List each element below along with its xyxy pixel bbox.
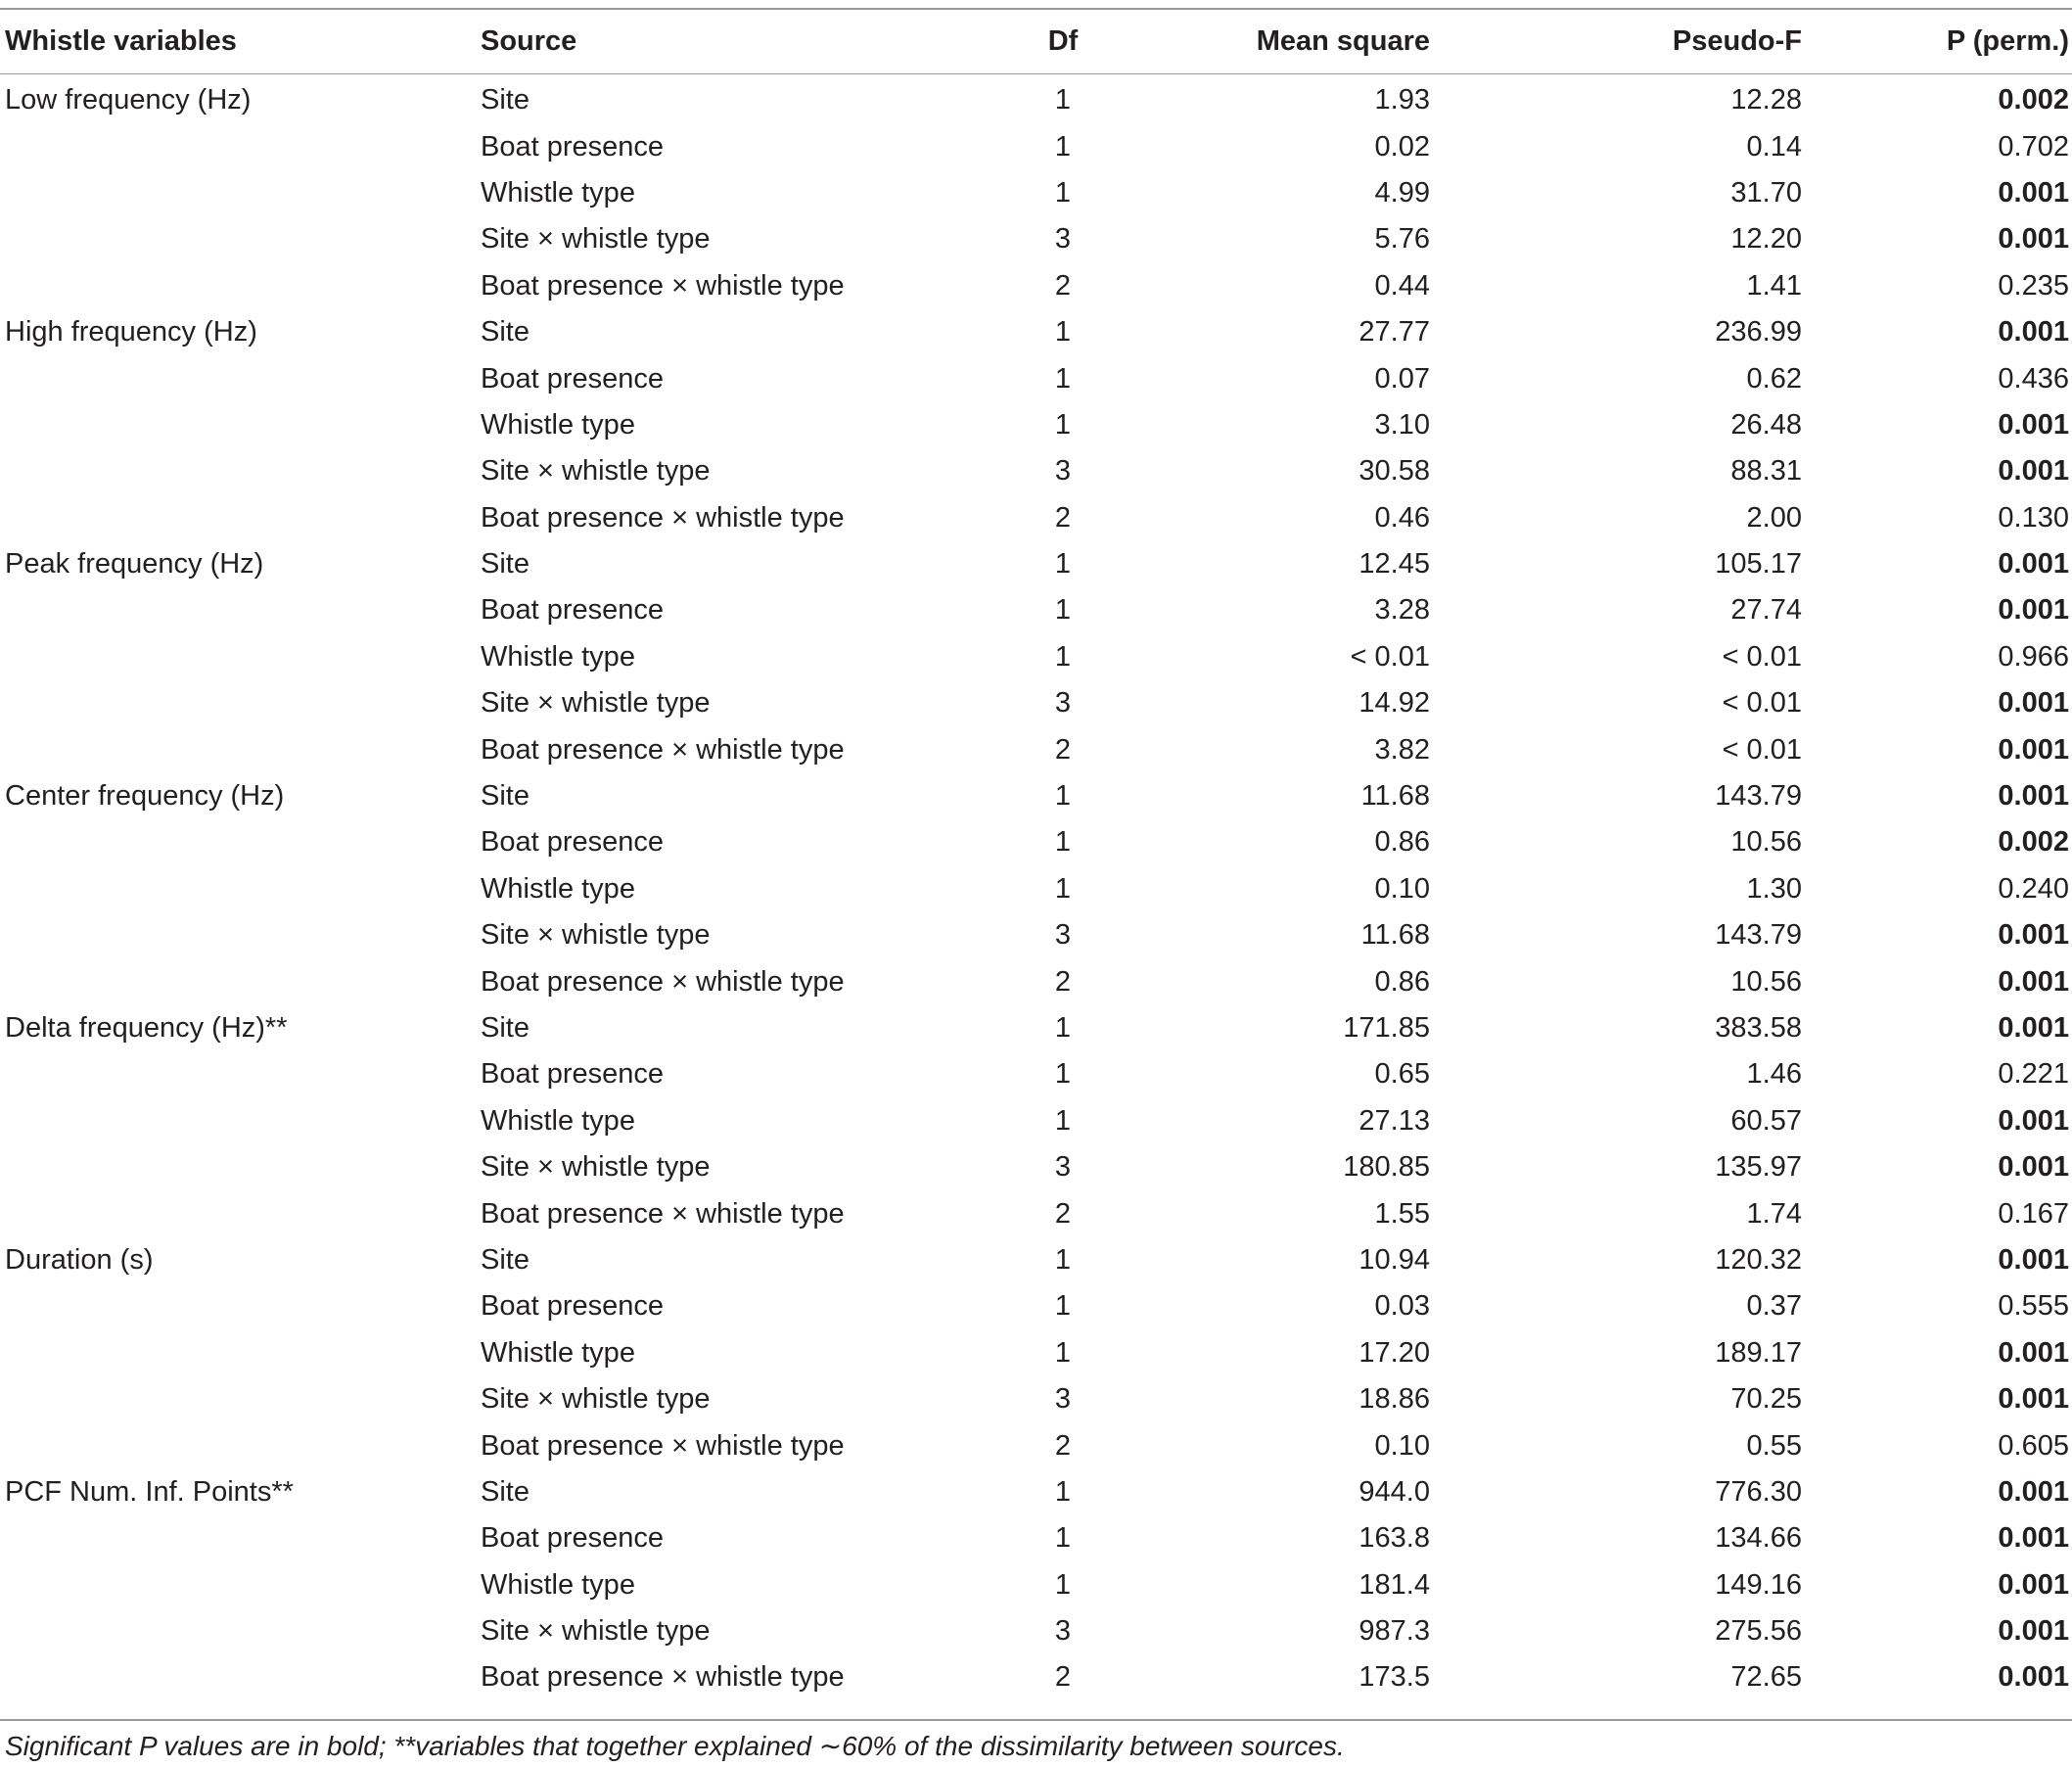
anova-table [0,9,2072,1701]
variable-cell [0,263,481,309]
df-cell: 1 [1054,1012,1072,1044]
df-cell: 2 [1054,1197,1072,1230]
pseudo-f-cell: 2.00 [1746,501,1802,534]
table-row [0,263,2072,309]
pseudo-f-cell: 149.16 [1715,1568,1802,1601]
variable-cell [0,1051,481,1097]
p-value-cell: 0.235 [1998,269,2069,302]
mean-square-cell: 10.94 [1358,1243,1430,1276]
mean-square-cell: 3.28 [1374,594,1430,627]
variable-cell [0,123,481,169]
variable-cell [0,1098,481,1144]
pseudo-f-cell: 27.74 [1730,594,1802,627]
df-cell: 1 [1054,872,1072,905]
table-row [0,541,2072,587]
pseudo-f-cell: 10.56 [1730,826,1802,859]
table-row [0,1098,2072,1144]
p-value-cell: 0.001 [1998,316,2069,349]
source-cell: Boat presence [481,826,665,859]
source-cell: Site × whistle type [481,1151,711,1184]
p-value-cell: 0.001 [1998,1568,2069,1601]
table-row [0,819,2072,865]
header-whistle-variables: Whistle variables [5,24,237,57]
df-cell: 1 [1054,1522,1072,1555]
source-cell: Site [481,316,530,349]
source-cell: Site [481,780,530,813]
pseudo-f-cell: 1.46 [1746,1058,1802,1091]
header-pseudo-f: Pseudo-F [1672,24,1802,57]
df-cell: 1 [1054,548,1072,581]
source-cell: Site × whistle type [481,455,711,488]
p-value-cell: 0.001 [1998,1522,2069,1555]
source-cell: Whistle type [481,640,635,673]
table-row [0,1051,2072,1097]
variable-cell [0,448,481,494]
source-cell: Boat presence × whistle type [481,1429,845,1462]
source-cell: Site [481,1012,530,1044]
p-value-cell: 0.001 [1998,1661,2069,1694]
variable-cell [0,1144,481,1190]
source-cell: Whistle type [481,1336,635,1369]
source-cell: Boat presence [481,594,665,627]
p-value-cell: 0.167 [1998,1197,2069,1230]
mean-square-cell: 3.82 [1374,733,1430,766]
pseudo-f-cell: 0.14 [1746,130,1802,163]
mean-square-cell: 1.93 [1374,84,1430,116]
mean-square-cell: 0.07 [1374,362,1430,395]
table-row [0,587,2072,633]
source-cell: Boat presence [481,1522,665,1555]
mean-square-cell: 0.10 [1374,1429,1430,1462]
bottom-rule [0,1719,2072,1721]
variable-cell: PCF Num. Inf. Points** [5,1475,294,1508]
variable-cell [0,1190,481,1236]
source-cell: Site × whistle type [481,687,711,720]
df-cell: 3 [1054,223,1072,256]
table-row [0,1005,2072,1051]
mean-square-cell: 0.02 [1374,130,1430,163]
variable-cell [0,355,481,401]
mean-square-cell: 5.76 [1374,223,1430,256]
variable-cell [0,1422,481,1468]
pseudo-f-cell: 60.57 [1730,1104,1802,1137]
p-value-cell: 0.702 [1998,130,2069,163]
p-value-cell: 0.001 [1998,1336,2069,1369]
mean-square-cell: 11.68 [1360,919,1430,952]
variable-cell [0,634,481,680]
p-value-cell: 0.001 [1998,548,2069,581]
df-cell: 1 [1054,316,1072,349]
variable-cell [0,495,481,541]
df-cell: 1 [1054,594,1072,627]
mean-square-cell: 11.68 [1360,780,1430,813]
mean-square-cell: 27.77 [1358,316,1430,349]
mean-square-cell: 0.46 [1374,501,1430,534]
mean-square-cell: 17.20 [1358,1336,1430,1369]
df-cell: 3 [1054,455,1072,488]
source-cell: Boat presence × whistle type [481,1197,845,1230]
table-row [0,170,2072,216]
pseudo-f-cell: 88.31 [1730,455,1802,488]
df-cell: 1 [1054,1336,1072,1369]
df-cell: 1 [1054,176,1072,209]
pseudo-f-cell: 0.55 [1746,1429,1802,1462]
p-value-cell: 0.001 [1998,1475,2069,1508]
table-row [0,1330,2072,1376]
df-cell: 1 [1054,780,1072,813]
table-row [0,123,2072,169]
p-value-cell: 0.966 [1998,640,2069,673]
variable-cell [0,1654,481,1700]
mean-square-cell: 987.3 [1358,1615,1430,1648]
mean-square-cell: 163.8 [1358,1522,1430,1555]
df-cell: 3 [1054,687,1072,720]
p-value-cell: 0.001 [1998,176,2069,209]
variable-cell [0,216,481,262]
source-cell: Site [481,1243,530,1276]
variable-cell [0,958,481,1004]
variable-cell [0,680,481,726]
pseudo-f-cell: 10.56 [1730,965,1802,998]
table-row [0,1515,2072,1561]
source-cell: Whistle type [481,1568,635,1601]
df-cell: 1 [1054,826,1072,859]
source-cell: Boat presence × whistle type [481,269,845,302]
pseudo-f-cell: 72.65 [1730,1661,1802,1694]
p-value-cell: 0.436 [1998,362,2069,395]
p-value-cell: 0.605 [1998,1429,2069,1462]
p-value-cell: 0.001 [1998,919,2069,952]
table-row [0,680,2072,726]
table-row [0,448,2072,494]
mean-square-cell: 180.85 [1343,1151,1430,1184]
table-row [0,1376,2072,1422]
p-value-cell: 0.001 [1998,965,2069,998]
mean-square-cell: 0.86 [1374,826,1430,859]
df-cell: 2 [1054,1661,1072,1694]
source-cell: Boat presence [481,1058,665,1091]
df-cell: 1 [1054,1104,1072,1137]
table-row [0,912,2072,958]
table-row [0,1283,2072,1329]
source-cell: Boat presence × whistle type [481,733,845,766]
mean-square-cell: 0.10 [1374,872,1430,905]
pseudo-f-cell: 0.37 [1746,1290,1802,1323]
variable-cell [0,1608,481,1654]
table-footnote: Significant P values are in bold; **variables that together explained ∼60% of the dissimilarity between sources. [5,1731,1345,1761]
table-row [0,1469,2072,1515]
p-value-cell: 0.001 [1998,733,2069,766]
variable-cell: Delta frequency (Hz)** [5,1012,288,1044]
table-body [0,73,2072,1701]
pseudo-f-cell: 120.32 [1715,1243,1802,1276]
p-value-cell: 0.555 [1998,1290,2069,1323]
df-cell: 2 [1054,1429,1072,1462]
source-cell: Site × whistle type [481,1383,711,1416]
source-cell: Site × whistle type [481,1615,711,1648]
pseudo-f-cell: 26.48 [1730,408,1802,441]
source-cell: Site [481,548,530,581]
source-cell: Boat presence [481,362,665,395]
pseudo-f-cell: 1.74 [1746,1197,1802,1230]
df-cell: 3 [1054,1151,1072,1184]
header-source: Source [481,24,577,57]
table-row [0,216,2072,262]
pseudo-f-cell: 776.30 [1715,1475,1802,1508]
pseudo-f-cell: 134.66 [1715,1522,1802,1555]
variable-cell [0,402,481,448]
mean-square-cell: 27.13 [1358,1104,1430,1137]
header-row [0,9,2072,73]
pseudo-f-cell: 1.41 [1746,269,1802,302]
mean-square-cell: 18.86 [1358,1383,1430,1416]
mean-square-cell: 14.92 [1358,687,1430,720]
table-row [0,1608,2072,1654]
p-value-cell: 0.001 [1998,687,2069,720]
df-cell: 1 [1054,362,1072,395]
p-value-cell: 0.001 [1998,223,2069,256]
pseudo-f-cell: 236.99 [1715,316,1802,349]
df-cell: 1 [1054,1290,1072,1323]
variable-cell [0,170,481,216]
table-row [0,726,2072,772]
mean-square-cell: 173.5 [1358,1661,1430,1694]
source-cell: Site [481,84,530,116]
df-cell: 1 [1054,640,1072,673]
table-row [0,634,2072,680]
p-value-cell: 0.130 [1998,501,2069,534]
variable-cell: Peak frequency (Hz) [5,548,264,581]
table-row [0,1562,2072,1608]
table-row [0,958,2072,1004]
p-value-cell: 0.001 [1998,1151,2069,1184]
variable-cell [0,1515,481,1561]
df-cell: 2 [1054,501,1072,534]
source-cell: Whistle type [481,1104,635,1137]
table-row [0,402,2072,448]
mean-square-cell: < 0.01 [1350,640,1430,673]
table-row [0,1422,2072,1468]
variable-cell [0,1330,481,1376]
source-cell: Boat presence × whistle type [481,965,845,998]
p-value-cell: 0.001 [1998,1383,2069,1416]
df-cell: 2 [1054,269,1072,302]
source-cell: Boat presence × whistle type [481,501,845,534]
variable-cell [0,1283,481,1329]
p-value-cell: 0.001 [1998,1104,2069,1137]
mean-square-cell: 12.45 [1358,548,1430,581]
variable-cell: Duration (s) [5,1243,154,1276]
mean-square-cell: 1.55 [1374,1197,1430,1230]
pseudo-f-cell: 0.62 [1746,362,1802,395]
variable-cell [0,1376,481,1422]
p-value-cell: 0.001 [1998,1012,2069,1044]
header-mean-square: Mean square [1256,24,1430,57]
variable-cell: High frequency (Hz) [5,316,257,349]
pseudo-f-cell: 12.28 [1730,84,1802,116]
table-row [0,73,2072,123]
pseudo-f-cell: 31.70 [1730,176,1802,209]
df-cell: 2 [1054,733,1072,766]
mean-square-cell: 171.85 [1343,1012,1430,1044]
mean-square-cell: 30.58 [1358,455,1430,488]
source-cell: Site [481,1475,530,1508]
mean-square-cell: 0.65 [1374,1058,1430,1091]
p-value-cell: 0.002 [1998,826,2069,859]
table-row [0,1654,2072,1700]
variable-cell [0,587,481,633]
df-cell: 3 [1054,919,1072,952]
df-cell: 1 [1054,130,1072,163]
source-cell: Whistle type [481,872,635,905]
p-value-cell: 0.001 [1998,594,2069,627]
df-cell: 1 [1054,1475,1072,1508]
pseudo-f-cell: 135.97 [1715,1151,1802,1184]
table-row [0,309,2072,355]
pseudo-f-cell: 275.56 [1715,1615,1802,1648]
p-value-cell: 0.001 [1998,780,2069,813]
variable-cell [0,912,481,958]
df-cell: 1 [1054,1568,1072,1601]
pseudo-f-cell: < 0.01 [1722,733,1802,766]
pseudo-f-cell: 383.58 [1715,1012,1802,1044]
pseudo-f-cell: 143.79 [1715,919,1802,952]
source-cell: Whistle type [481,176,635,209]
table-header [0,9,2072,73]
pseudo-f-cell: 1.30 [1746,872,1802,905]
df-cell: 3 [1054,1615,1072,1648]
pseudo-f-cell: < 0.01 [1722,687,1802,720]
variable-cell [0,866,481,912]
table-row [0,773,2072,819]
pseudo-f-cell: 12.20 [1730,223,1802,256]
source-cell: Site × whistle type [481,223,711,256]
source-cell: Whistle type [481,408,635,441]
df-cell: 3 [1054,1383,1072,1416]
header-df: Df [1047,24,1079,57]
df-cell: 2 [1054,965,1072,998]
pseudo-f-cell: 105.17 [1715,548,1802,581]
variable-cell: Low frequency (Hz) [5,84,252,116]
df-cell: 1 [1054,1243,1072,1276]
df-cell: 1 [1054,84,1072,116]
p-value-cell: 0.001 [1998,408,2069,441]
p-value-cell: 0.001 [1998,1243,2069,1276]
variable-cell [0,726,481,772]
source-cell: Boat presence [481,130,665,163]
p-value-cell: 0.001 [1998,455,2069,488]
table-row [0,1190,2072,1236]
mean-square-cell: 4.99 [1374,176,1430,209]
mean-square-cell: 181.4 [1358,1568,1430,1601]
variable-cell: Center frequency (Hz) [5,780,285,813]
variable-cell [0,819,481,865]
table-row [0,1144,2072,1190]
p-value-cell: 0.240 [1998,872,2069,905]
mean-square-cell: 0.86 [1374,965,1430,998]
mean-square-cell: 0.03 [1374,1290,1430,1323]
df-cell: 1 [1054,1058,1072,1091]
mean-square-cell: 0.44 [1374,269,1430,302]
variable-cell [0,1562,481,1608]
table-row [0,495,2072,541]
table-row [0,866,2072,912]
p-value-cell: 0.001 [1998,1615,2069,1648]
pseudo-f-cell: < 0.01 [1722,640,1802,673]
df-cell: 1 [1054,408,1072,441]
source-cell: Site × whistle type [481,919,711,952]
pseudo-f-cell: 70.25 [1730,1383,1802,1416]
table-row [0,1237,2072,1283]
source-cell: Boat presence [481,1290,665,1323]
p-value-cell: 0.221 [1998,1058,2069,1091]
mean-square-cell: 944.0 [1358,1475,1430,1508]
source-cell: Boat presence × whistle type [481,1661,845,1694]
pseudo-f-cell: 189.17 [1715,1336,1802,1369]
pseudo-f-cell: 143.79 [1715,780,1802,813]
header-p-perm: P (perm.) [1946,24,2069,57]
table-row [0,355,2072,401]
mean-square-cell: 3.10 [1374,408,1430,441]
p-value-cell: 0.002 [1998,84,2069,116]
